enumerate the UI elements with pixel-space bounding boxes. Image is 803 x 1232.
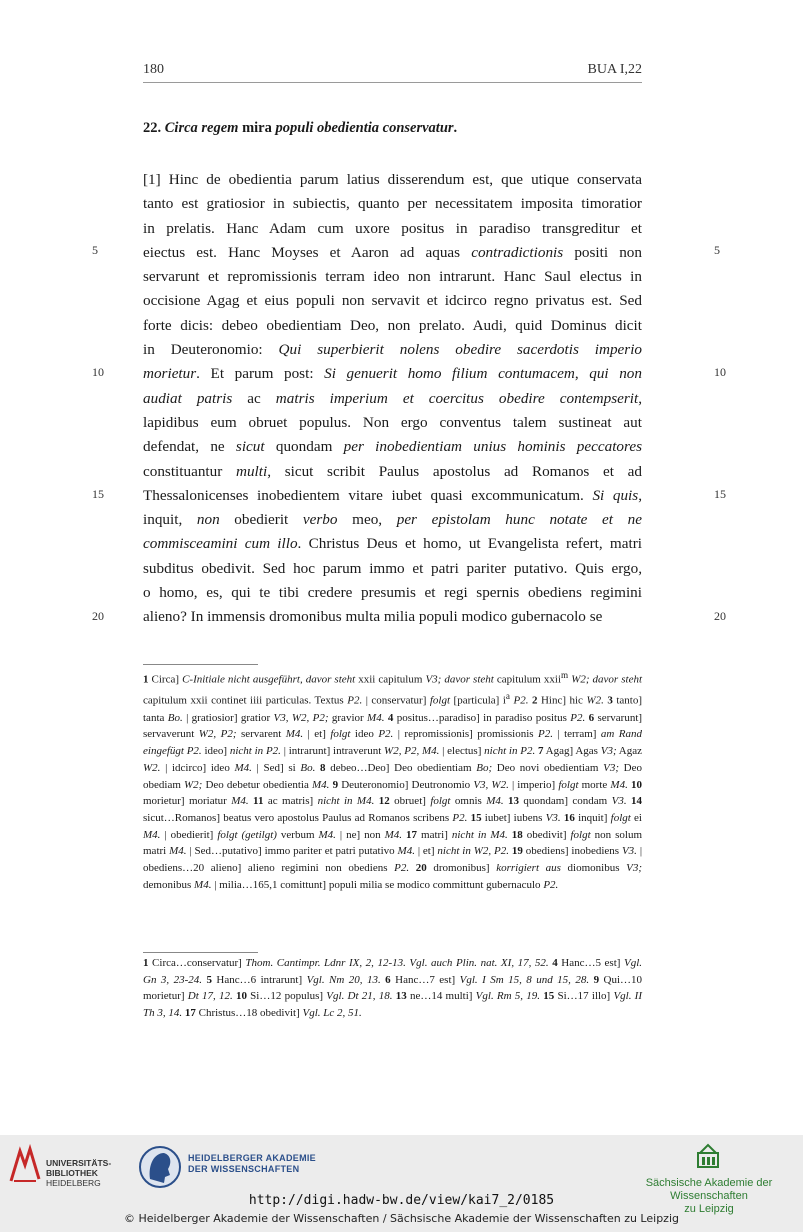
text-run: morte (578, 778, 611, 791)
text-run: . Christus Deus et homo, ut Evangelista refert, matri (297, 535, 642, 553)
text-run: , (574, 365, 590, 383)
italic-run: Vgl. Lc 2, 51. (302, 1007, 362, 1020)
text-line (143, 605, 642, 629)
italic-run: non (196, 511, 220, 529)
line-reference: 6 (385, 973, 391, 986)
line-reference: 20 (415, 862, 427, 875)
ub-line-3: HEIDELBERG (46, 1178, 101, 1188)
italic-run: M4. (169, 845, 187, 858)
text-run: morietur] moriatur (143, 795, 232, 808)
italic-run: V3. (621, 845, 637, 858)
text-run: mira (238, 120, 276, 136)
italic-run: V3; (603, 761, 619, 774)
text-run: forte dicis: debeo obedientiam Deo, non prelato. Audi, quid Dominus dicit (143, 316, 642, 334)
text-run: [1] Hinc de obedientia parum latius disserendum est, que utique conservata (143, 171, 642, 188)
text-run: in prelatis. Hanc Adam cum uxore positus in paradiso transgreditur et (143, 219, 642, 237)
text-run: . Et parum post: (196, 365, 325, 383)
text-run: ideo (350, 728, 379, 741)
italic-run: V3; (626, 862, 642, 875)
text-run: alieno? In immensis dromonibus multa milia populi modico gubernacolo se (143, 608, 603, 626)
italic-run: Bo. (300, 761, 316, 774)
text-run: non solum matri (143, 828, 643, 858)
italic-run: M4. (318, 828, 336, 841)
hadw-line-2: DER WISSENSCHAFTEN (188, 1164, 300, 1174)
italic-run: M4. (312, 778, 330, 791)
text-run: gravior (328, 711, 368, 724)
text-run: Deo debetur obedientia (202, 778, 312, 791)
text-run: Circa…conservatur] (148, 957, 246, 969)
italic-run: folgt (570, 828, 591, 841)
italic-run: per inobedientiam unius hominis peccatores (343, 438, 642, 456)
italic-run: M4. (285, 728, 304, 741)
text-run: | Sed…putativo] immo pariter et patri putativo (186, 845, 398, 858)
line-number-right: 5 (714, 243, 720, 257)
text-line (143, 460, 642, 484)
ub-line-2: BIBLIOTHEK (46, 1168, 98, 1178)
text-run: dromonibus] (426, 862, 497, 875)
italic-run: folgt (429, 695, 451, 708)
text-run: | Sed] si (251, 761, 301, 774)
superscript: a (505, 691, 510, 702)
italic-run: M4. (610, 778, 628, 791)
line-reference: 9 (332, 778, 339, 791)
line-reference: 15 (470, 811, 482, 824)
superscript: m (561, 670, 569, 680)
text-run: | obedierit] (160, 828, 218, 841)
text-run: quondam (264, 438, 344, 456)
text-run: defendat, ne (143, 438, 236, 456)
line-reference: 5 (206, 973, 212, 986)
text-run: capitulum xxii continet iiii particulas. Textus (143, 695, 348, 708)
line-reference: 12 (378, 795, 390, 808)
line-reference: 13 (395, 990, 407, 1003)
text-line (143, 168, 642, 192)
text-line (143, 435, 642, 459)
italic-run: Thom. Cantimpr. Ldnr IX, 2, 12-13. Vgl. auch Plin. nat. XI, 17, 52. (245, 957, 549, 969)
italic-run: V3. (545, 811, 561, 824)
text-run: inquit] (574, 811, 611, 824)
text-run: | gratiosior] gratior (182, 711, 274, 724)
text-run: Qui…10 morietur] (143, 973, 643, 1003)
text-line (143, 362, 642, 386)
university-library-logo[interactable] (8, 1143, 128, 1188)
text-run: , (638, 389, 642, 407)
italic-run: sicut (235, 438, 265, 456)
italic-run: verbo (302, 511, 338, 529)
text-run: Si…12 populus] (246, 990, 327, 1003)
line-reference: 10 (235, 990, 247, 1003)
italic-run: nicht in M4. (451, 828, 508, 841)
italic-run: audiat patris (143, 389, 233, 407)
line-reference: 2 (531, 695, 538, 708)
main-text (143, 168, 642, 630)
text-line (143, 508, 642, 532)
saxon-academy-emblem-icon (696, 1143, 720, 1169)
page-header (143, 60, 642, 83)
italic-run: korrigiert aus (496, 862, 561, 875)
line-reference: 7 (538, 745, 544, 758)
text-run: ei (630, 811, 642, 824)
italic-run: folgt (558, 778, 579, 791)
italic-run: M4. (194, 878, 212, 891)
text-line (143, 557, 642, 581)
text-line (143, 411, 642, 435)
text-line (143, 314, 642, 338)
text-run: servarent (236, 728, 286, 741)
italic-run: Bo. (167, 711, 183, 724)
italic-run: P2. (513, 695, 529, 708)
text-run: Hanc…5 est] (557, 957, 624, 969)
italic-run: V3. (611, 795, 627, 808)
italic-run: V3, W2, P2; (273, 711, 329, 724)
italic-run: Circa regem (164, 120, 239, 136)
italic-run: P2. (394, 862, 410, 875)
text-line (143, 289, 642, 313)
italic-run: folgt (430, 795, 451, 808)
ub-emblem-icon (8, 1143, 42, 1185)
italic-run: V3, W2. (473, 778, 509, 791)
text-run: Deo obediam (143, 761, 643, 791)
sources-rule (143, 952, 258, 953)
text-run: occisione Agag et eius populi non servavit et idcirco regno privatus est. Sed (143, 292, 642, 310)
text-run: | intrarunt] intraverunt (280, 745, 385, 758)
text-line (143, 265, 642, 289)
italic-run: Vgl. I Sm 15, 8 und 15, 28. (459, 973, 590, 986)
italic-run: M4. (143, 828, 161, 841)
text-run: quondam] condam (519, 795, 612, 808)
source-apparatus (143, 955, 642, 1022)
text-run: demonibus (143, 878, 195, 891)
text-run: verbum (276, 828, 319, 841)
line-reference: 14 (631, 795, 643, 808)
line-reference: 18 (511, 828, 523, 841)
text-run: meo, (337, 511, 397, 529)
italic-run: per epistolam hunc notate et ne (396, 511, 642, 529)
italic-run: commisceamini cum illo (143, 535, 298, 553)
text-run: ac (232, 389, 276, 407)
text-run: tanto est gratiosior in subiectis, quanto per necessitatem imposita timoratior (143, 195, 642, 213)
text-line (143, 387, 642, 411)
line-number-right: 20 (714, 609, 726, 623)
text-run: Agag] Agas (543, 745, 601, 758)
line-reference: 17 (184, 1007, 196, 1020)
italic-run: M4. (234, 761, 252, 774)
line-reference: 6 (588, 711, 595, 724)
text-run: Christus…18 obedivit] (195, 1007, 303, 1020)
italic-run: folgt (610, 811, 631, 824)
text-run: Deuteronomio] Deutronomio (338, 778, 474, 791)
text-run: | imperio] (508, 778, 559, 791)
text-run: | obediens…20 alieno] alieno regimini non obediens (143, 845, 643, 875)
text-run: . (453, 120, 458, 136)
apparatus-rule (143, 664, 258, 665)
italic-run: M4. (367, 711, 385, 724)
text-run: | idcirco] ideo (160, 761, 235, 774)
italic-run: Vgl. Dt 21, 18. (326, 990, 393, 1003)
text-line (143, 532, 642, 556)
text-run: | ne] non (335, 828, 385, 841)
text-line (143, 484, 642, 508)
italic-run: M4. (397, 845, 415, 858)
italic-run: nicht in P2. (229, 745, 281, 758)
italic-run: matris imperium et coercitus obedire contempserit (275, 389, 639, 407)
italic-run: P2. (543, 878, 559, 891)
page-number: 180 (143, 62, 164, 77)
italic-run: multi (235, 462, 268, 480)
italic-run: Si genuerit homo filium contumacem (324, 365, 575, 383)
italic-run: W2, P2; (198, 728, 237, 741)
text-line (143, 581, 642, 605)
text-run: iubet] iubens (481, 811, 546, 824)
italic-run: folgt (330, 728, 351, 741)
saw-line-1: Sächsische Akademie der Wissenschaften (645, 1177, 773, 1202)
text-run: servarunt et repromissionis terram ideo non intrarunt. Hanc Saul electus in (143, 268, 642, 286)
text-run: Si…17 illo] (554, 990, 614, 1003)
hadw-line-1: HEIDELBERGER AKADEMIE (188, 1153, 316, 1163)
italic-run: nicht in P2. (484, 745, 536, 758)
text-run: | repromissionis] promissionis (393, 728, 538, 741)
italic-run: Dt 17, 12. (187, 990, 233, 1003)
ub-line-1: UNIVERSITÄTS- (46, 1158, 112, 1168)
text-run: positus…paradiso] in paradiso positus (393, 711, 571, 724)
text-run: o homo, es, qui te tibi credere presumis et regi spernis obediens regimini (143, 584, 642, 602)
line-reference: 8 (320, 761, 326, 774)
text-run: Agaz (616, 745, 643, 758)
text-run: obedivit] (522, 828, 571, 841)
italic-run: Vgl. Nm 20, 13. (306, 973, 381, 986)
chapter-heading (143, 120, 642, 137)
line-reference: 16 (563, 811, 575, 824)
text-run: | electus] (439, 745, 485, 758)
copyright-notice: © Heidelberger Akademie der Wissenschaften / Sächsische Akademie der Wissenschaften zu Leipzig (123, 1212, 679, 1225)
text-line (143, 338, 642, 362)
line-number-left: 5 (92, 243, 98, 257)
line-reference: 9 (593, 973, 600, 986)
line-reference: 15 (543, 990, 555, 1003)
italic-run: Si quis (592, 486, 639, 504)
italic-run: W2. (586, 695, 604, 708)
text-run: ideo] (204, 745, 230, 758)
critical-apparatus (143, 667, 642, 893)
athena-head-icon (138, 1143, 182, 1195)
italic-run: M4. (384, 828, 403, 841)
italic-run: Qui superbierit nolens obedire sacerdotis imperio (278, 341, 643, 359)
line-number-right: 10 (714, 365, 726, 379)
text-run: obediens] inobediens (522, 845, 622, 858)
text-run: lapidibus eum obruet populus. Non ergo conventus talem sustineat aut (143, 413, 642, 431)
text-run: inquit, (143, 511, 197, 529)
line-reference: 4 (552, 957, 558, 969)
text-line (143, 217, 642, 241)
text-run: constituantur (143, 462, 236, 480)
text-run: eiectus est. Hanc Moyses et Aaron ad aquas (143, 243, 472, 261)
line-reference: 13 (508, 795, 520, 808)
chapter-title (165, 120, 457, 136)
italic-run: P2. (347, 695, 363, 708)
italic-run: P2. (378, 728, 394, 741)
line-number-right: 15 (714, 487, 726, 501)
italic-run: W2, P2, M4. (384, 745, 440, 758)
text-run: debeo…Deo] Deo obedientiam (325, 761, 477, 774)
line-reference: 11 (253, 795, 264, 808)
italic-run: Vgl. Gn 3, 23-24. (143, 957, 643, 986)
text-run: omnis (450, 795, 487, 808)
text-run: xxii capitulum (355, 673, 426, 686)
text-run: Circa] (148, 673, 183, 686)
text-run: ne…14 multi] (406, 990, 476, 1003)
italic-run: am Rand eingefügt P2. (143, 728, 643, 758)
text-run: | conservatur] (362, 695, 430, 708)
italic-run: contradictionis (471, 243, 564, 261)
italic-run: W2; (184, 778, 203, 791)
italic-run: M4. (486, 795, 504, 808)
text-run: | et] (414, 845, 438, 858)
text-line (143, 241, 642, 265)
text-run: Hinc] hic (537, 695, 587, 708)
italic-run: P2. (452, 811, 468, 824)
chapter-number: 22. (143, 120, 162, 136)
line-reference: 19 (511, 845, 523, 858)
italic-run: P2. (537, 728, 553, 741)
italic-run: populi obedientia conservatur (275, 120, 454, 136)
text-run: , (638, 486, 642, 504)
line-number-left: 20 (92, 609, 104, 623)
text-run: tanto] tanta (143, 695, 643, 724)
italic-run: W2. (143, 761, 161, 774)
text-run: Hanc…7 est] (390, 973, 460, 986)
italic-run: Vgl. II Th 3, 14. (143, 990, 643, 1020)
line-number-left: 15 (92, 487, 104, 501)
permalink-url[interactable]: http://digi.hadw-bw.de/view/kai7_2/0185 (248, 1193, 555, 1208)
text-run: subditus obedivit. Sed hoc parum immo et patri pariter putativo. Quis ergo, (143, 559, 642, 577)
line-number-left: 10 (92, 365, 104, 379)
italic-run: qui non (589, 365, 642, 383)
text-run: | et] (303, 728, 331, 741)
italic-run: C-Initiale nicht ausgeführt, davor steht (182, 673, 356, 686)
line-reference: 1 (143, 673, 149, 686)
italic-run: morietur (143, 365, 197, 383)
italic-run: Bo; (476, 761, 493, 774)
text-run: sicut…Romanos] beatus vero apostolus Paulus ad Romanos scribens (143, 811, 453, 824)
text-run: obedierit (219, 511, 303, 529)
italic-run: Vgl. Rm 5, 19. (475, 990, 541, 1003)
text-run: servarunt] servaverunt (143, 711, 643, 741)
text-run: matri] (417, 828, 452, 841)
line-reference: 17 (406, 828, 418, 841)
italic-run: V3; (600, 745, 617, 758)
italic-run: nicht in W2, P2. (437, 845, 509, 858)
text-run: diomonibus (560, 862, 627, 875)
line-reference: 3 (607, 695, 613, 708)
italic-run: W2; davor steht (571, 673, 643, 686)
italic-run: P2. (570, 711, 586, 724)
text-run: , sicut scribit Paulus apostolus ad Romanos et ad (267, 462, 642, 480)
text-run: [particula] i (450, 695, 506, 708)
text-run: | terram] (552, 728, 601, 741)
text-run: Deo novi obedientiam (492, 761, 604, 774)
saw-line-2: zu Leipzig (684, 1203, 734, 1215)
line-reference: 4 (387, 711, 394, 724)
text-run: in Deuteronomio: (143, 341, 279, 359)
text-line (143, 192, 642, 216)
italic-run: folgt (getilgt) (217, 828, 277, 841)
text-run: ac matris] (263, 795, 318, 808)
running-head-signature: BUA I,22 (587, 62, 642, 77)
text-run: | milia…165,1 comittunt] populi milia se modico committunt gubernaculo (211, 878, 544, 891)
text-run (409, 862, 416, 874)
line-reference: 10 (630, 778, 642, 791)
line-reference: 1 (143, 957, 149, 969)
text-run: Hanc…6 intrarunt] (211, 973, 307, 986)
hadw-logo[interactable] (138, 1143, 316, 1200)
text-run: obruet] (389, 795, 431, 808)
italic-run: nicht in M4. (317, 795, 375, 808)
text-run: capitulum xxii (493, 673, 562, 686)
italic-run: V3; davor steht (425, 673, 494, 686)
italic-run: M4. (231, 795, 249, 808)
text-run: Thessalonicenses inobedientem vitare iubet quasi excommunicatum. (143, 486, 593, 504)
text-run: positi non (563, 243, 642, 261)
